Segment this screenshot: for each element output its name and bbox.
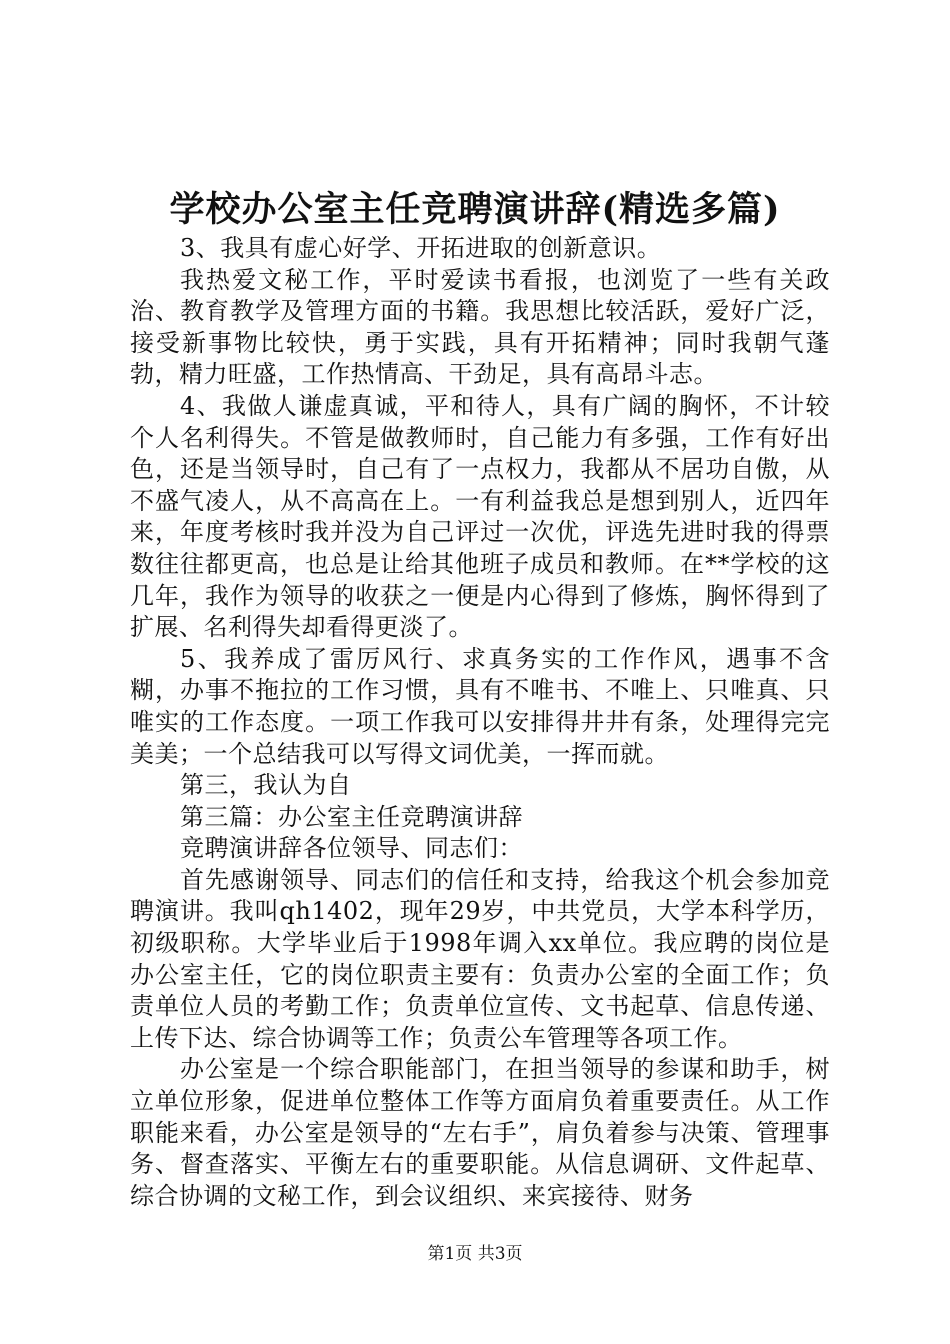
paragraph-9: 办公室是一个综合职能部门，在担当领导的参谋和助手，树立单位形象，促进单位整体工作等方面肩负着重要责任。从工作职能来看，办公室是领导的“左右手”，肩负着参与决策、管理事务、督查落实、平衡左右的重要职能。从信息调研、文件起草、综合协调的文秘工作，到会议组织、来宾接待、财务: [130, 1055, 830, 1210]
document-title: 学校办公室主任竞聘演讲辞(精选多篇): [169, 189, 781, 230]
paragraph-6: 第三篇：办公室主任竞聘演讲辞: [180, 802, 523, 831]
paragraph-2: 我热爱文秘工作，平时爱读书看报，也浏览了一些有关政治、教育教学及管理方面的书籍。我思想比较活跃，爱好广泛，接受新事物比较快，勇于实践，具有开拓精神；同时我朝气蓬勃，精力旺盛，工作热情高、干劲足，具有高昂斗志。: [130, 265, 830, 389]
paragraph-7: 竞聘演讲辞各位领导、同志们：: [180, 834, 523, 863]
paragraph-4: 5、我养成了雷厉风行、求真务实的工作作风，遇事不含糊，办事不拖拉的工作习惯，具有不唯书、不唯上、只唯真、只唯实的工作态度。一项工作我可以安排得井井有条，处理得完完美美；一个总结我可以写得文词优美，一挥而就。: [130, 644, 830, 768]
paragraph-3: 4、我做人谦虚真诚，平和待人，具有广阔的胸怀，不计较个人名利得失。不管是做教师时，自己能力有多强，工作有好出色，还是当领导时，自己有了一点权力，我都从不居功自傲，从不盛气凌人，从不高高在上。一有利益我总是想到别人，近四年来，年度考核时我并没为自己评过一次优，评选先进时我的得票数往往都更高，也总是让给其他班子成员和教师。在**学校的这几年，我作为领导的收获之一便是内心得到了修炼，胸怀得到了扩展、名利得失却看得更淡了。: [130, 391, 830, 642]
page-number-footer: 第1页 共3页: [427, 1244, 523, 1264]
paragraph-8: 首先感谢领导、同志们的信任和支持，给我这个机会参加竞聘演讲。我叫qh1402，现年29岁，中共党员，大学本科学历，初级职称。大学毕业后于1998年调入xx单位。我应聘的岗位是办公室主任，它的岗位职责主要有：负责办公室的全面工作；负责单位人员的考勤工作；负责单位宣传、文书起草、信息传递、上传下达、综合协调等工作；负责公车管理等各项工作。: [130, 865, 830, 1052]
paragraph-1: 3、我具有虚心好学、开拓进取的创新意识。: [180, 234, 662, 262]
document-body: [130, 233, 830, 1212]
paragraph-5: 第三，我认为自: [180, 771, 352, 800]
